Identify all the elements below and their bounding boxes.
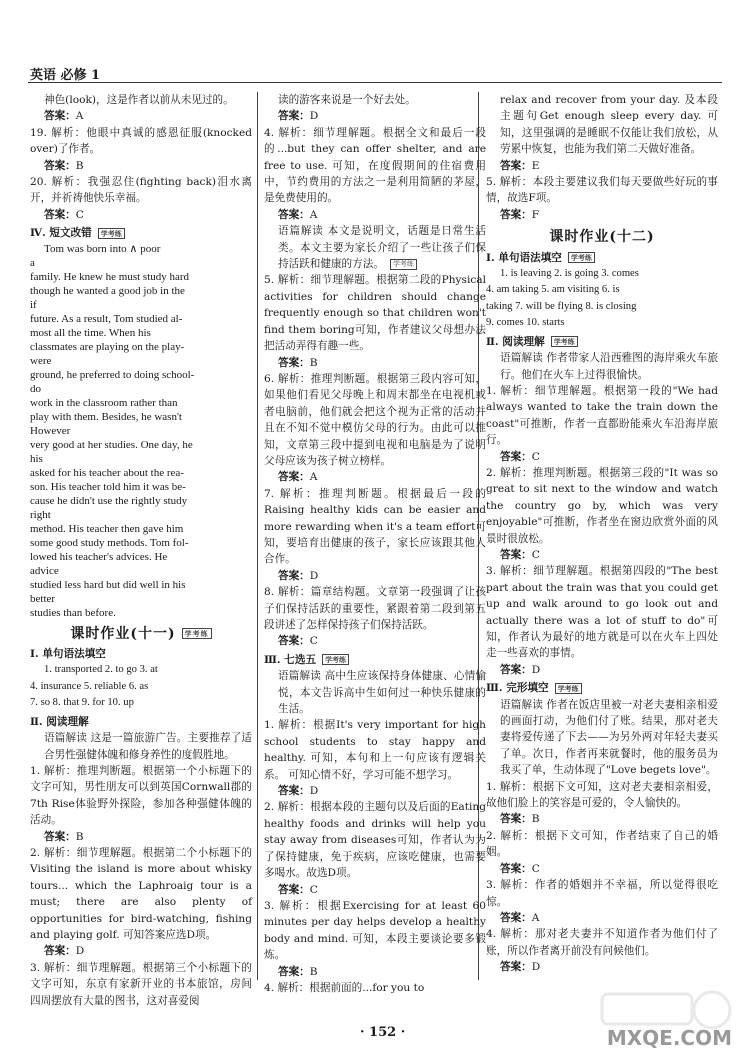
corr-line: future. As a result, Tom studied al-: [30, 312, 183, 325]
passage-summary: 语篇解读 作者带家人沿西雅图的海岸乘火车旅行。他们在火车上过得很愉快。: [500, 352, 718, 381]
analysis-6: 6. 解析：推理判断题。根据第三段内容可知，如果他们看见父母晚上和周末都坐在电视机或者电脑前，他们就会把这个视为正常的活动并且在不知不觉中模仿父母的行为。由此可以推知，文章第三段中提到电视和电脑是为了说明父母应该为孩子树立榜样。: [264, 372, 486, 467]
corr-fix: were: [30, 354, 52, 367]
section-heading: Ⅰ. 单句语法填空 学考练: [486, 250, 718, 266]
analysis-r1: 1. 解析：细节理解题。根据第一段的"We had always wanted to take the train down the coast"可推断，作者一直都盼能乘火车沿海岸旅行。: [486, 384, 718, 447]
analysis-1: 1. 解析：推理判断题。根据第一个小标题下的文字可知，男性朋友可以到英国Cornwall郡的7th Rise体验野外探险，参加各种强健体魄的活动。: [30, 764, 252, 827]
fill-answers: 7. so 8. that 9. for 10. up: [30, 697, 134, 709]
watermark-text: MXQE.COM: [606, 1026, 732, 1050]
corr-line: very good at her studies. One day, he: [30, 438, 193, 451]
corr-line: most all the time. When his: [30, 326, 151, 339]
analysis-2: 2. 解析：细节理解题。根据第二个小标题下的Visiting the island is more about whisky tours... which the Laphroaig tour is a must; there are also plenty of opportunities for bird-watching, fishing and playing golf. 可知答案应选D项。: [30, 846, 252, 941]
corr-fix: right: [30, 508, 51, 521]
fill-answers: 4. insurance 5. reliable 6. as: [30, 680, 149, 692]
answer: 答案：B: [500, 813, 540, 826]
answer: 答案：D: [278, 569, 319, 582]
analysis-s5: 5. 解析：本段主要建议我们每天要做些好玩的事情，故选F项。: [486, 176, 718, 205]
passage-summary: 语篇解读 本文是说明文，话题是日常生活类。本文主要为家长介绍了一些让孩子们保持活跃和健康的方法。 学考练: [278, 225, 486, 271]
fill-answers: 1. transported 2. to go 3. at: [44, 664, 158, 676]
corr-line: method. His teacher then gave him: [30, 522, 184, 535]
corr-line: classmates are playing on the play-: [30, 340, 185, 353]
corr-fix: However: [30, 424, 71, 437]
analysis-s2: 2. 解析：根据本段的主题句以及后面的Eating healthy foods and drinks will help you stay away from diseases可知，作者认为为了保持健康，免于疾病，应该吃健康，也需要多喝水。故选D项。: [264, 801, 486, 880]
column-3: [486, 92, 718, 976]
passage-summary: 语篇解读 高中生应该保持身体健康、心情愉悦，本文告诉高中生如何过一种快乐健康的生活。: [278, 670, 486, 716]
error-correction-passage: [30, 242, 252, 620]
section-tag-icon: 学考练: [98, 228, 125, 239]
answer: 答案：A: [278, 471, 318, 484]
section-heading: Ⅰ. 单句语法填空: [30, 648, 106, 661]
answer: 答案：B: [44, 830, 84, 843]
section-tag-icon: 学考练: [568, 252, 595, 263]
corr-line: family. He knew he must study hard: [30, 270, 190, 283]
lesson-title: 课时作业(十二): [549, 229, 655, 246]
analysis-20: 20. 解析：我强忍住(fighting back)泪水离开，并祈祷他快乐幸福。: [30, 176, 252, 205]
answer: 答案：C: [500, 548, 540, 561]
corr-line: play with them. Besides, he wasn't: [30, 410, 182, 423]
corr-line: cause he didn't use the rightly study: [30, 494, 188, 507]
fill-answers: taking 7. will be flying 8. is closing: [486, 300, 637, 312]
section-tag-icon: 学考练: [182, 628, 212, 639]
fill-answers: 4. am taking 5. am visiting 6. is: [486, 284, 620, 296]
answer: 答案：F: [500, 208, 540, 221]
analysis-4: 4. 解析：细节理解题。根据全文和最后一段的...but they can offer shelter, and are free to use. 可知，在度假期间的住宿费用中，节约费用的方法之一是利用简陋的茅屋，是免费使用的。: [264, 126, 486, 205]
corr-line: Tom was born into ∧ poor: [44, 242, 161, 255]
fill-answers: 9. comes 10. starts: [486, 317, 565, 329]
answer: 答案：A: [278, 208, 318, 221]
answer: 答案：C: [500, 450, 540, 463]
corr-fix: do: [30, 382, 41, 395]
corr-fix: if: [30, 298, 37, 311]
analysis-s3: 3. 解析：根据Exercising for at least 60 minutes per day helps develop a healthy body and mind. 可知，本段主要谈论要多锻炼。: [264, 899, 486, 962]
corr-fix: a: [30, 256, 35, 269]
section-heading: Ⅳ. 短文改错 学考练: [30, 225, 252, 241]
answer: 答案：E: [500, 159, 540, 172]
analysis-r3: 3. 解析：细节理解题。根据第四段的"The best part about the train was that you could get up and walk around to go look out and actually there was a lot of stuff to do"可知，作者认为最好的地方就是可以在火车上四处走一些喜欢的事情。: [486, 565, 718, 660]
answer: 答案：D: [500, 663, 541, 676]
corr-line: though he wanted a good job in the: [30, 284, 185, 297]
corr-fix: advice: [30, 564, 59, 577]
corr-line: some good study methods. Tom fol-: [30, 536, 189, 549]
analysis-8: 8. 解析：篇章结构题。文章第一段强调了让孩子们保持活跃的重要性，紧跟着第二段到第五段讲述了怎样保持孩子们保持活跃。: [264, 586, 486, 631]
corr-line: work in the classroom rather than: [30, 396, 178, 409]
answer: 答案：A: [500, 911, 540, 924]
corr-fix: better: [30, 592, 56, 605]
page-header: 英语 必修 1: [30, 68, 101, 83]
section-tag-icon: 学考练: [390, 259, 417, 270]
analysis-7: 7. 解析：推理判断题。根据最后一段的Raising healthy kids can be easier and more rewarding when it's a team effort可知，要培育出健康的孩子，家长应该跟其他人合作。: [264, 487, 486, 566]
page-number: · 152 ·: [360, 1025, 406, 1040]
analysis-s4: 4. 解析：根据前面的...for you to: [264, 981, 425, 994]
section-heading: Ⅱ. 阅读理解: [30, 715, 89, 728]
analysis-c4: 4. 解析：那对老夫妻并不知道作者为他们付了账，所以作者离开前没有问候他们。: [486, 928, 718, 957]
corr-line: studied less hard but did well in his: [30, 578, 186, 591]
analysis-c1: 1. 解析：根据下文可知，这对老夫妻相亲相爱，故他们脸上的笑容是可爱的，令人愉快的。: [486, 780, 718, 810]
analysis-r2: 2. 解析：推理判断题。根据第三段的"It was so great to sit next to the window and watch the country go by, which was very enjoyable"可推断，作者坐在窗边欣赏外面的风景时很放松。: [486, 466, 718, 545]
answer: 答案：C: [44, 208, 84, 221]
answer: 答案：D: [278, 110, 319, 123]
section-heading: Ⅲ. 七选五 学考练: [264, 652, 486, 668]
section-heading: Ⅱ. 阅读理解 学考练: [486, 334, 718, 350]
answer: 答案：D: [44, 945, 85, 958]
analysis-5: 5. 解析：细节理解题。根据第二段的Physical activities for children should change frequently enough so that children won't find them boring可知，作者建议父母想办法把活动弄得有趣一些。: [264, 274, 486, 353]
answer: 答案：D: [278, 785, 319, 798]
corr-line: lowed his teacher's advices. He: [30, 550, 168, 563]
answer: 答案：C: [278, 635, 318, 648]
section-heading: Ⅲ. 完形填空 学考练: [486, 680, 718, 696]
text-line: relax and recover from your day. 及本段主题句Get enough sleep every day. 可知，这里强调的是睡眠不仅能让我们放松，从劳累中恢复，也能为我们第二天做好准备。: [500, 94, 718, 156]
analysis-c3: 3. 解析：作者的婚姻并不幸福，所以觉得很吃惊。: [486, 879, 718, 908]
header-rule: [28, 82, 722, 83]
answer: 答案：B: [278, 356, 318, 369]
text-line: 读的游客来说是一个好去处。: [278, 94, 416, 106]
section-tag-icon: 学考练: [322, 654, 349, 665]
analysis-c2: 2. 解析：根据下文可知，作者结束了自己的婚姻。: [486, 829, 718, 859]
analysis-19: 19. 解析：他眼中真诚的感恩征服(knocked over)了作者。: [30, 126, 252, 156]
answer: 答案：C: [278, 883, 318, 896]
section-tag-icon: 学考练: [555, 683, 582, 694]
lesson-title: 课时作业(十一) 学考练: [30, 626, 252, 642]
column-1: [30, 92, 252, 1009]
answer: 答案：C: [500, 862, 540, 875]
passage-summary: 语篇解读 作者在饭店里被一对老夫妻相亲相爱的画面打动，为他们付了账。结果，那对老夫妻将爱传递了下去——为另外两对年轻夫妻买了单。次日，作者再来就餐时，他的服务员为我买了单，生动体现了"Love begets love"。: [500, 698, 718, 777]
answer: 答案：A: [44, 110, 84, 123]
column-2: [264, 92, 486, 996]
answer: 答案：D: [500, 961, 541, 974]
answer: 答案：B: [278, 965, 318, 978]
analysis-3: 3. 解析：细节理解题。根据第三个小标题下的文字可知，东京有家新开业的书本旅馆，房间四周摆放有大量的图书，这对喜爱阅: [30, 961, 252, 1007]
text-line: 神色(look)，这是作者以前从未见过的。: [44, 94, 234, 106]
corr-line: son. His teacher told him it was be-: [30, 480, 186, 493]
analysis-s1: 1. 解析：根据It's very important for high school students to stay happy and healthy. 可知，本句和上一句应该有逻辑关系。 可知心情不好，学习可能不想学习。: [264, 719, 486, 781]
corr-line: asked for his teacher about the rea-: [30, 466, 184, 479]
corr-line: ground, he preferred to doing school-: [30, 368, 195, 381]
section-tag-icon: 学考练: [551, 336, 578, 347]
corr-line: studies than before.: [30, 606, 116, 619]
passage-summary: 语篇解读 这是一篇旅游广告。主要推荐了适合男性强健体魄和修身养性的度假胜地。: [44, 732, 252, 761]
answer: 答案：B: [44, 159, 84, 172]
column-divider: [257, 92, 258, 980]
corr-fix: his: [30, 452, 43, 465]
fill-answers: 1. is leaving 2. is going 3. comes: [500, 268, 639, 280]
